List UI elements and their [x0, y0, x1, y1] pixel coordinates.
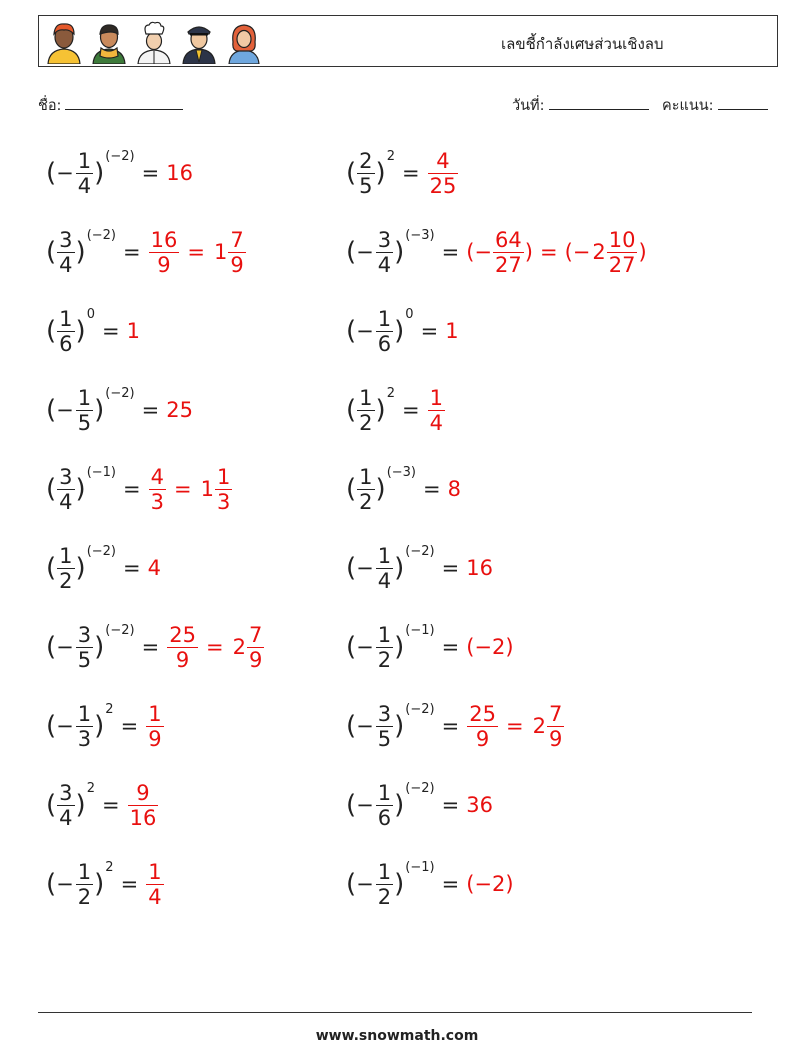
answer-number: (−2) [466, 635, 514, 659]
answer-number: 25 [166, 398, 193, 422]
mixed-fraction [547, 702, 564, 751]
equals-sign: = [123, 477, 141, 501]
denominator: 27 [495, 252, 522, 277]
base-fraction [376, 623, 393, 672]
equals-sign: = [141, 635, 160, 659]
numerator: 4 [436, 148, 450, 173]
numerator: 7 [230, 227, 244, 252]
denominator: 4 [59, 252, 73, 277]
worksheet-title: เลขชี้กำลังเศษส่วนเชิงลบ [501, 35, 664, 53]
score-label: คะแนน: [662, 98, 714, 114]
numerator: 1 [216, 464, 231, 489]
open-paren: ( [346, 395, 357, 425]
equals-sign: = [141, 161, 160, 185]
avatar-row [45, 20, 263, 64]
answer-equals: = [173, 477, 192, 501]
close-paren: ) [375, 395, 386, 425]
mixed-fraction [228, 228, 245, 277]
problem-item [346, 380, 446, 440]
base-fraction [376, 702, 393, 751]
answer [148, 228, 247, 277]
answer-number: 8 [447, 477, 461, 501]
problem-item [346, 696, 565, 756]
open-paren: ( [346, 158, 357, 188]
close-paren: ) [394, 632, 405, 662]
problem-item [346, 854, 514, 914]
answer [427, 386, 446, 435]
problem-item [46, 459, 233, 519]
minus-sign: − [356, 319, 374, 343]
name-field [38, 94, 183, 117]
numerator: 3 [59, 464, 73, 489]
base-fraction [357, 465, 374, 514]
base-fraction [57, 781, 74, 830]
problem-item [346, 617, 514, 677]
close-paren: ) [75, 474, 86, 504]
numerator: 1 [377, 780, 392, 805]
numerator: 1 [148, 859, 162, 884]
mixed-whole: 1 [213, 240, 228, 264]
minus-sign: − [56, 161, 74, 185]
close-paren: ) [75, 316, 86, 346]
denominator: 5 [359, 173, 373, 198]
close-paren: ) [94, 632, 105, 662]
close-paren: ) [94, 395, 105, 425]
mixed-whole: 2 [592, 240, 606, 264]
problem-item [46, 775, 159, 835]
numerator: 3 [377, 227, 392, 252]
answer-number: 1 [126, 319, 140, 343]
exponent: (−1) [405, 860, 435, 875]
answer [127, 781, 160, 830]
problem-item [46, 143, 193, 203]
denominator: 2 [359, 489, 373, 514]
equals-sign: = [401, 161, 420, 185]
answer [466, 635, 513, 659]
answer [466, 793, 493, 817]
worksheet-header [38, 15, 778, 67]
open-paren: ( [46, 316, 57, 346]
equals-sign: = [441, 556, 460, 580]
answer [466, 872, 513, 896]
numerator: 1 [359, 464, 373, 489]
exponent: (−1) [86, 465, 116, 480]
problem-item [46, 696, 165, 756]
close-paren: ) [94, 869, 105, 899]
person-green-scarf-icon [90, 20, 128, 64]
equals-sign: = [120, 872, 139, 896]
equals-sign: = [423, 477, 441, 501]
numerator: 25 [469, 701, 496, 726]
answer-number: 16 [466, 556, 493, 580]
denominator: 6 [377, 805, 392, 830]
denominator: 9 [175, 647, 190, 672]
open-paren: ( [46, 869, 57, 899]
open-paren: ( [46, 553, 57, 583]
answer-fraction [146, 860, 163, 909]
denominator: 25 [429, 173, 457, 198]
numerator: 1 [377, 859, 392, 884]
numerator: 1 [377, 306, 392, 331]
exponent: (−2) [105, 386, 135, 401]
answer-fraction [428, 386, 445, 435]
open-paren: ( [46, 474, 57, 504]
numerator: 1 [359, 385, 373, 410]
numerator: 1 [77, 701, 92, 726]
exponent: (−2) [405, 702, 435, 717]
mixed-whole: 2 [532, 714, 546, 738]
answer-number: 1 [445, 319, 459, 343]
base-fraction [357, 149, 374, 198]
answer-number: 4 [147, 556, 161, 580]
numerator: 9 [136, 780, 150, 805]
answer [148, 465, 234, 514]
denominator: 4 [148, 884, 162, 909]
exponent: (−3) [386, 465, 416, 480]
open-paren: ( [346, 711, 357, 741]
equals-sign: = [441, 793, 460, 817]
close-paren: ) [94, 158, 105, 188]
open-paren: ( [346, 553, 357, 583]
date-blank[interactable] [549, 95, 649, 110]
denominator: 3 [150, 489, 164, 514]
minus-sign: − [56, 714, 74, 738]
answer [448, 477, 461, 501]
answer-fraction [428, 149, 459, 198]
denominator: 3 [216, 489, 231, 514]
open-paren: ( [346, 869, 357, 899]
numerator: 3 [59, 780, 73, 805]
base-fraction [76, 702, 93, 751]
mixed-whole: 2 [232, 635, 246, 659]
answer [166, 623, 265, 672]
denominator: 2 [59, 568, 73, 593]
numerator: 1 [77, 148, 92, 173]
answer-equals: = [205, 635, 224, 659]
problem-item [346, 459, 461, 519]
numerator: 1 [59, 543, 73, 568]
close-paren: ) [75, 237, 86, 267]
problem-item [346, 775, 493, 835]
mixed-fraction [607, 228, 638, 277]
answer-number: ) [638, 240, 647, 264]
denominator: 4 [377, 252, 392, 277]
date-label: วันที่: [512, 98, 545, 114]
problem-item [346, 143, 459, 203]
base-fraction [376, 860, 393, 909]
close-paren: ) [375, 158, 386, 188]
numerator: 1 [77, 859, 92, 884]
base-fraction [376, 228, 393, 277]
numerator: 1 [377, 543, 392, 568]
denominator: 4 [429, 410, 443, 435]
denominator: 9 [148, 726, 162, 751]
exponent: (−1) [405, 623, 435, 638]
exponent: 2 [105, 860, 114, 875]
numerator: 3 [59, 227, 73, 252]
exponent: 0 [86, 307, 95, 322]
exponent: (−2) [405, 544, 435, 559]
minus-sign: − [56, 635, 74, 659]
denominator: 4 [377, 568, 392, 593]
problem-item [46, 222, 247, 282]
score-blank[interactable] [718, 95, 768, 110]
problem-item [346, 222, 647, 282]
answer-equals: = [539, 240, 558, 264]
base-fraction [76, 860, 93, 909]
name-blank[interactable] [65, 95, 183, 110]
denominator: 5 [377, 726, 392, 751]
close-paren: ) [75, 553, 86, 583]
answer [166, 161, 193, 185]
mixed-whole: 1 [200, 477, 214, 501]
answer-number: ) [524, 240, 533, 264]
numerator: 1 [429, 385, 443, 410]
exponent: 0 [405, 307, 414, 322]
denominator: 5 [77, 410, 92, 435]
base-fraction [376, 544, 393, 593]
base-fraction [376, 307, 393, 356]
open-paren: ( [346, 316, 357, 346]
minus-sign: − [56, 872, 74, 896]
open-paren: ( [346, 790, 357, 820]
answer [145, 860, 164, 909]
person-blue-icon [225, 20, 263, 64]
problem-item [46, 380, 193, 440]
answer-fraction [128, 781, 159, 830]
answer [127, 319, 140, 343]
exponent: (−2) [105, 623, 135, 638]
open-paren: ( [46, 237, 57, 267]
minus-sign: − [356, 714, 374, 738]
answer-equals: = [187, 240, 205, 264]
answer-fraction [149, 228, 180, 277]
name-label: ชื่อ: [38, 98, 62, 114]
exponent: 2 [386, 149, 395, 164]
base-fraction [76, 386, 93, 435]
base-fraction [57, 307, 74, 356]
answer-equals: = [505, 714, 524, 738]
person-orange-icon [45, 20, 83, 64]
open-paren: ( [46, 711, 57, 741]
minus-sign: − [356, 793, 374, 817]
answer [148, 556, 161, 580]
base-fraction [57, 465, 74, 514]
footer-divider [38, 1012, 752, 1013]
answer-fraction [149, 465, 166, 514]
denominator: 9 [248, 647, 263, 672]
numerator: 10 [608, 227, 636, 252]
answer-fraction [167, 623, 198, 672]
exponent: (−2) [405, 781, 435, 796]
numerator: 64 [495, 227, 522, 252]
problem-item [46, 617, 265, 677]
base-fraction [76, 149, 93, 198]
problem-item [46, 538, 161, 598]
answer [466, 702, 565, 751]
equals-sign: = [141, 398, 160, 422]
denominator: 4 [59, 489, 73, 514]
denominator: 2 [377, 884, 392, 909]
base-fraction [76, 623, 93, 672]
score-field [662, 94, 768, 117]
equals-sign: = [441, 872, 460, 896]
equals-sign: = [420, 319, 439, 343]
answer-number: 36 [466, 793, 493, 817]
exponent: 2 [105, 702, 114, 717]
answer [466, 228, 646, 277]
denominator: 5 [77, 647, 92, 672]
numerator: 1 [148, 701, 162, 726]
open-paren: ( [346, 474, 357, 504]
close-paren: ) [94, 711, 105, 741]
date-field [512, 94, 649, 117]
base-fraction [357, 386, 374, 435]
pilot-icon [180, 20, 218, 64]
equals-sign: = [441, 240, 460, 264]
close-paren: ) [375, 474, 386, 504]
close-paren: ) [394, 316, 405, 346]
denominator: 4 [59, 805, 73, 830]
footer-url[interactable]: www.snowmath.com [315, 1028, 479, 1044]
denominator: 4 [77, 173, 92, 198]
answer-fraction [467, 702, 498, 751]
numerator: 25 [169, 622, 196, 647]
numerator: 4 [150, 464, 164, 489]
base-fraction [376, 781, 393, 830]
numerator: 1 [59, 306, 73, 331]
answer-number: (− [564, 240, 591, 264]
equals-sign: = [120, 714, 139, 738]
numerator: 7 [248, 622, 263, 647]
answer [445, 319, 458, 343]
answer [466, 556, 493, 580]
open-paren: ( [46, 395, 57, 425]
minus-sign: − [56, 398, 74, 422]
mixed-fraction [247, 623, 264, 672]
denominator: 9 [157, 252, 171, 277]
close-paren: ) [394, 237, 405, 267]
denominator: 6 [377, 331, 392, 356]
equals-sign: = [441, 635, 460, 659]
equals-sign: = [401, 398, 420, 422]
numerator: 3 [377, 701, 392, 726]
answer [427, 149, 460, 198]
open-paren: ( [46, 790, 57, 820]
equals-sign: = [101, 793, 120, 817]
problem-item [346, 301, 459, 361]
exponent: 2 [86, 781, 95, 796]
chef-icon [135, 20, 173, 64]
close-paren: ) [394, 869, 405, 899]
denominator: 9 [548, 726, 563, 751]
close-paren: ) [394, 553, 405, 583]
problem-item [46, 301, 140, 361]
exponent: (−2) [86, 228, 116, 243]
exponent: (−2) [86, 544, 116, 559]
equals-sign: = [123, 556, 141, 580]
problem-item [46, 854, 165, 914]
open-paren: ( [346, 632, 357, 662]
denominator: 27 [608, 252, 636, 277]
denominator: 2 [77, 884, 92, 909]
answer-number: (−2) [466, 872, 514, 896]
answer-number: (− [466, 240, 493, 264]
base-fraction [57, 544, 74, 593]
numerator: 2 [359, 148, 373, 173]
answer-number: 16 [166, 161, 193, 185]
numerator: 1 [77, 385, 92, 410]
numerator: 3 [77, 622, 92, 647]
minus-sign: − [356, 556, 374, 580]
denominator: 3 [77, 726, 92, 751]
open-paren: ( [46, 158, 57, 188]
problem-item [346, 538, 493, 598]
answer-fraction [146, 702, 163, 751]
denominator: 16 [129, 805, 157, 830]
close-paren: ) [75, 790, 86, 820]
open-paren: ( [46, 632, 57, 662]
denominator: 9 [475, 726, 490, 751]
denominator: 2 [377, 647, 392, 672]
open-paren: ( [346, 237, 357, 267]
base-fraction [57, 228, 74, 277]
equals-sign: = [101, 319, 120, 343]
denominator: 9 [230, 252, 244, 277]
close-paren: ) [394, 790, 405, 820]
equals-sign: = [123, 240, 141, 264]
minus-sign: − [356, 240, 374, 264]
minus-sign: − [356, 872, 374, 896]
denominator: 2 [359, 410, 373, 435]
denominator: 6 [59, 331, 73, 356]
minus-sign: − [356, 635, 374, 659]
numerator: 1 [377, 622, 392, 647]
answer [145, 702, 164, 751]
answer-fraction [493, 228, 524, 277]
equals-sign: = [441, 714, 460, 738]
exponent: 2 [386, 386, 395, 401]
answer [166, 398, 193, 422]
numerator: 7 [548, 701, 563, 726]
exponent: (−3) [405, 228, 435, 243]
exponent: (−2) [105, 149, 135, 164]
close-paren: ) [394, 711, 405, 741]
numerator: 16 [150, 227, 178, 252]
mixed-fraction [215, 465, 232, 514]
